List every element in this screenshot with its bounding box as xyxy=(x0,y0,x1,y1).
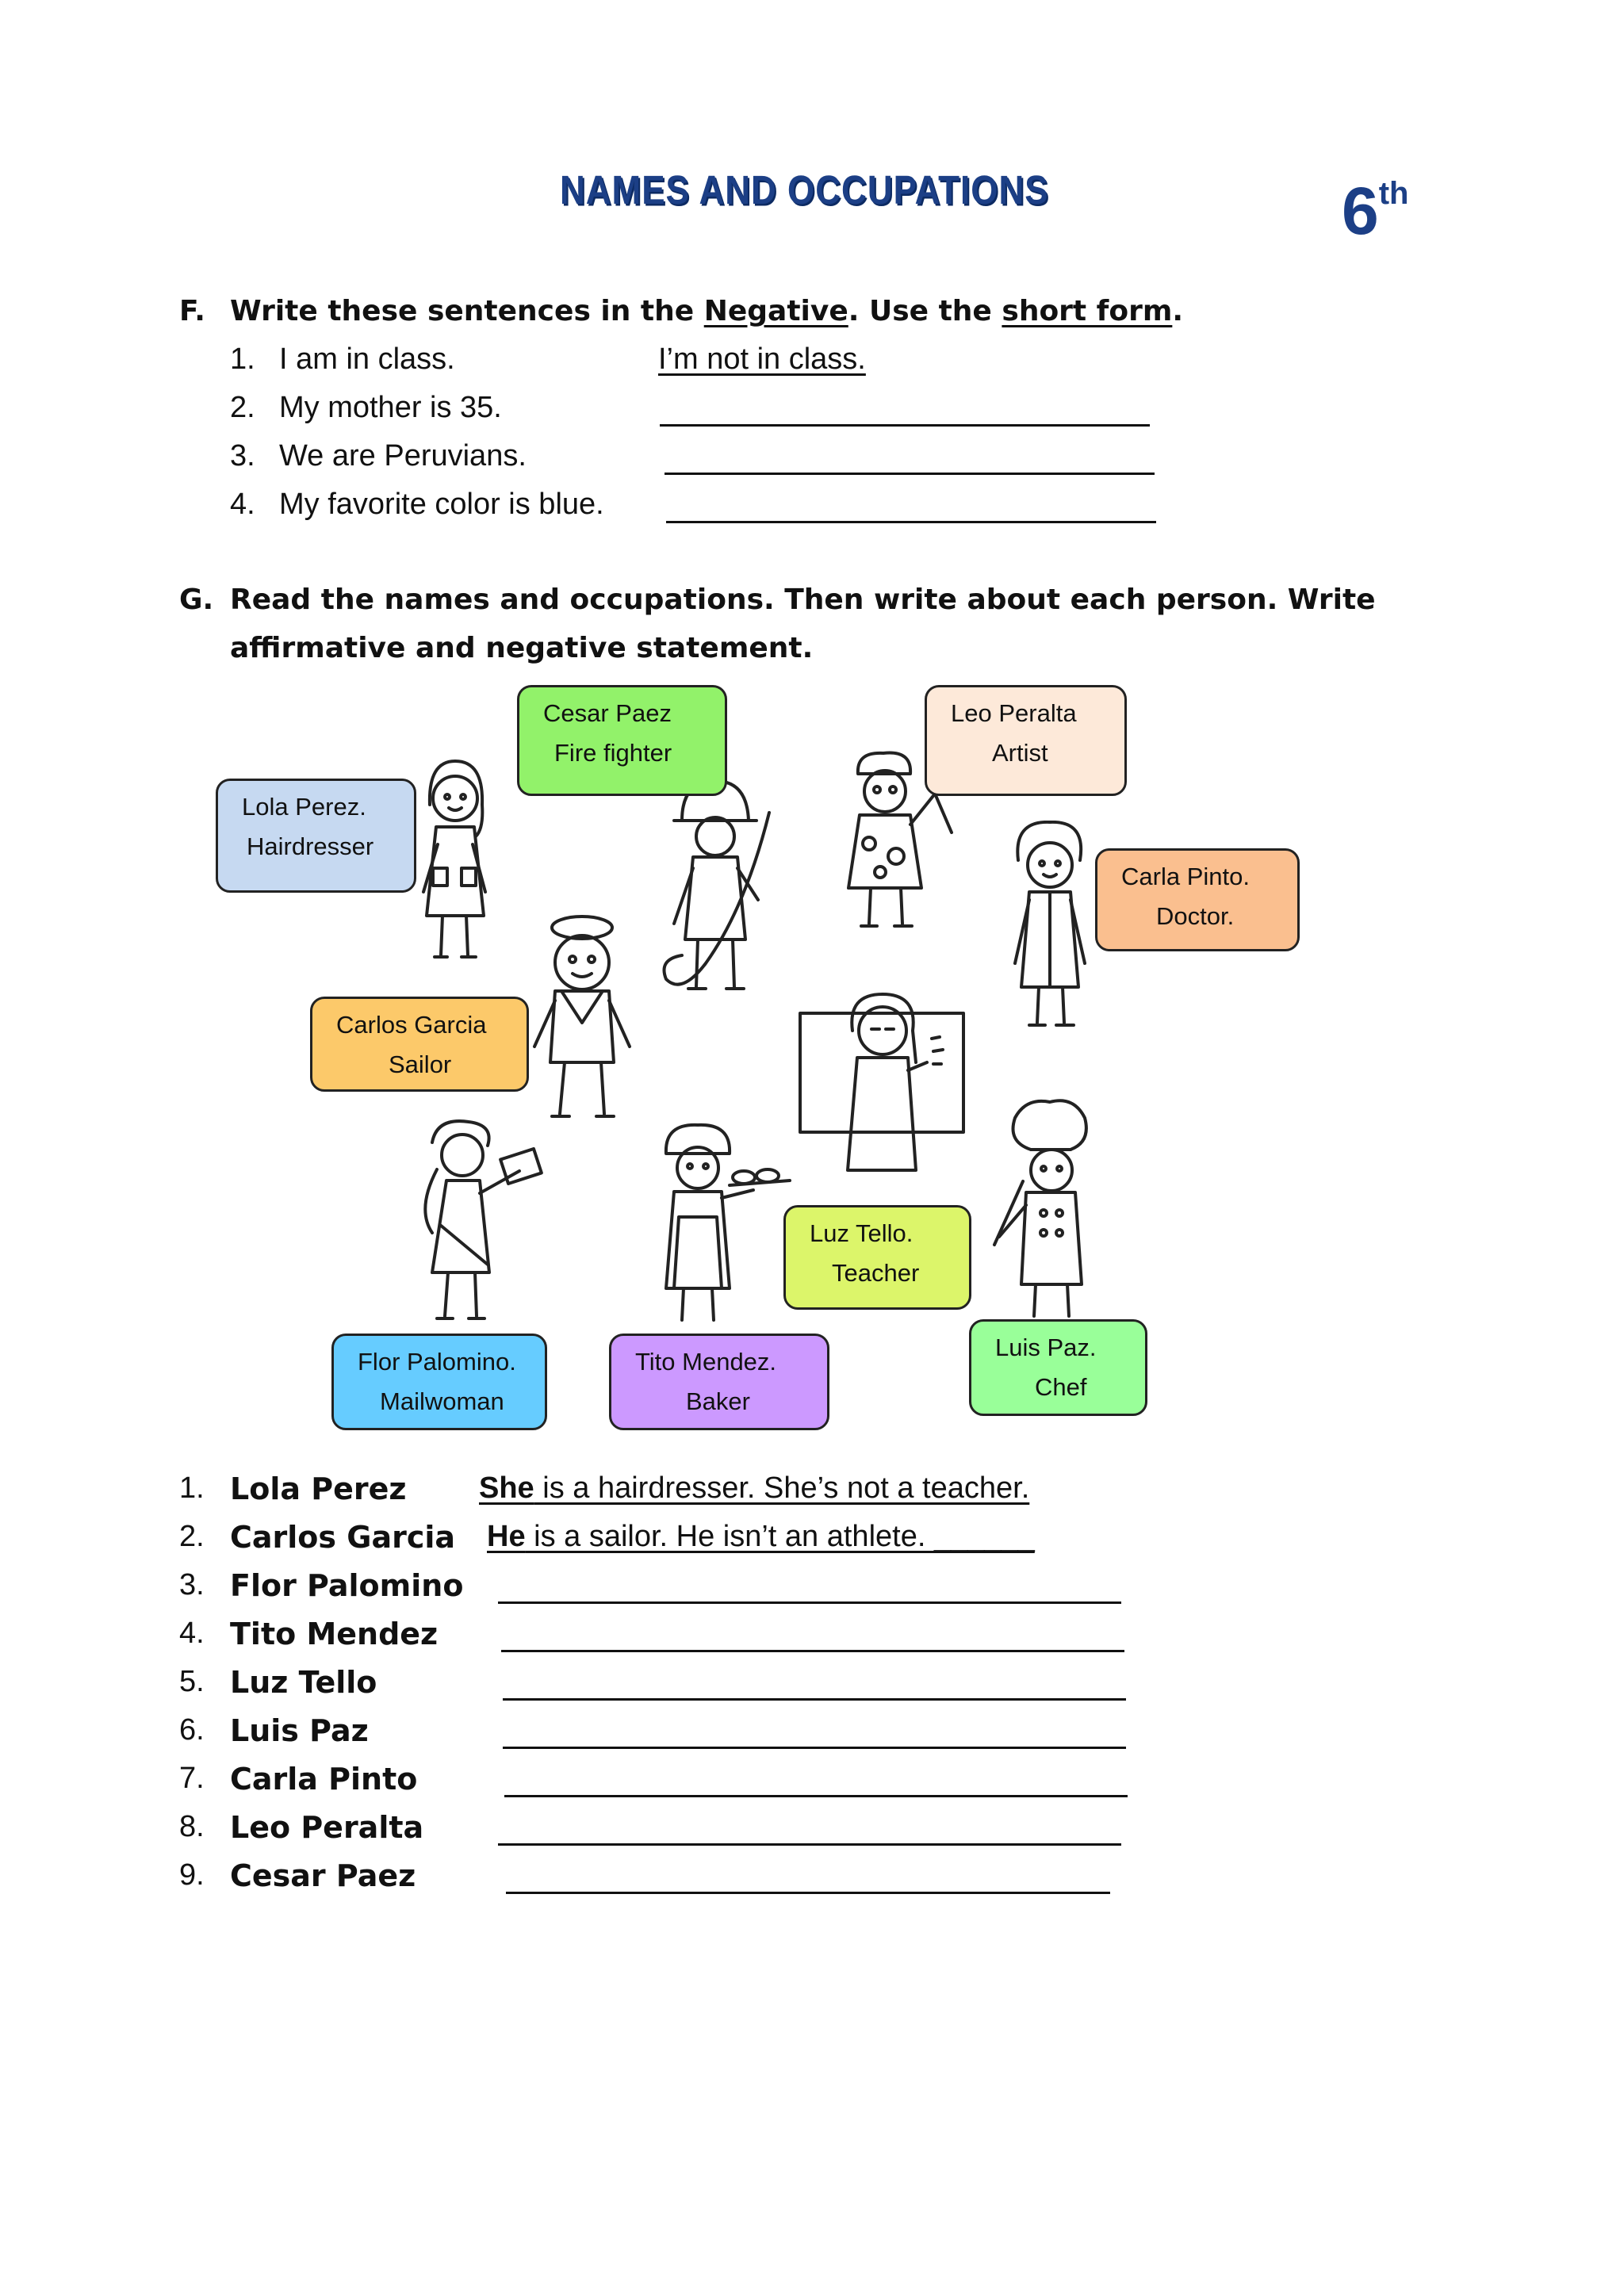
section-g-instruction-line2: affirmative and negative statement. xyxy=(230,632,814,664)
answer-number: 5. xyxy=(179,1665,205,1698)
answer-blank[interactable] xyxy=(498,1843,1121,1846)
answer-number: 2. xyxy=(179,1520,205,1553)
label-tito-mendez: Tito Mendez. Baker xyxy=(609,1334,829,1430)
answer-blank[interactable] xyxy=(665,473,1155,475)
f-item-sentence: My mother is 35. xyxy=(279,391,502,424)
grade-suffix: th xyxy=(1378,176,1409,211)
section-g-instruction-line1: Read the names and occupations. Then write about each person. Write xyxy=(230,584,1376,616)
answer-person-name: Luis Paz xyxy=(230,1713,369,1748)
answer-blank[interactable] xyxy=(503,1747,1126,1749)
firefighter-figure xyxy=(650,781,785,1011)
doctor-figure xyxy=(998,821,1101,1035)
answer-blank[interactable] xyxy=(503,1698,1126,1701)
answer-person-name: Luz Tello xyxy=(230,1665,377,1700)
f-item-sentence: We are Peruvians. xyxy=(279,439,527,473)
answer-statement: She is a hairdresser. She’s not a teacher. xyxy=(479,1471,1030,1505)
f-item-sentence: I am in class. xyxy=(279,342,455,376)
answer-person-name: Lola Perez xyxy=(230,1471,407,1506)
label-carla-pinto: Carla Pinto. Doctor. xyxy=(1095,848,1300,951)
answer-number: 3. xyxy=(179,1568,205,1601)
answer-statement: He is a sailor. He isn’t an athlete. ______ xyxy=(487,1520,1035,1553)
baker-figure xyxy=(650,1122,793,1328)
mailwoman-figure xyxy=(400,1114,543,1328)
f-item-number: 1. xyxy=(230,342,255,376)
section-g-letter: G. xyxy=(179,584,214,616)
answer-person-name: Flor Palomino xyxy=(230,1568,464,1603)
keyword-short-form: short form xyxy=(1002,295,1173,327)
f-item-number: 3. xyxy=(230,439,255,473)
answer-blank[interactable] xyxy=(504,1795,1128,1797)
chef-figure xyxy=(991,1094,1110,1324)
f-item-number: 2. xyxy=(230,391,255,424)
answer-blank[interactable] xyxy=(501,1650,1124,1652)
label-lola-perez: Lola Perez. Hairdresser xyxy=(216,779,416,893)
answer-number: 4. xyxy=(179,1617,205,1650)
label-luz-tello: Luz Tello. Teacher xyxy=(783,1205,971,1310)
grade-label xyxy=(1342,173,1408,250)
answer-person-name: Carlos Garcia xyxy=(230,1520,456,1555)
answer-blank[interactable] xyxy=(498,1601,1121,1604)
label-luis-paz: Luis Paz. Chef xyxy=(969,1319,1147,1416)
answer-number: 7. xyxy=(179,1762,205,1795)
section-f-instruction: Write these sentences in the Negative. Use the short form. xyxy=(230,295,1184,327)
label-carlos-garcia: Carlos Garcia Sailor xyxy=(310,997,529,1092)
answer-number: 6. xyxy=(179,1713,205,1747)
answer-blank[interactable] xyxy=(660,424,1150,427)
worksheet-title: NAMES AND OCCUPATIONS xyxy=(560,168,1049,213)
section-f-letter: F. xyxy=(179,295,205,327)
f-item-sentence: My favorite color is blue. xyxy=(279,488,604,521)
answer-person-name: Leo Peralta xyxy=(230,1810,424,1845)
hairdresser-figure xyxy=(406,757,501,967)
grade-number: 6 xyxy=(1342,174,1379,248)
answer-blank[interactable] xyxy=(506,1892,1110,1894)
sailor-figure xyxy=(523,912,642,1126)
answer-person-name: Cesar Paez xyxy=(230,1858,416,1893)
answer-blank[interactable] xyxy=(666,521,1156,523)
keyword-negative: Negative xyxy=(703,295,848,327)
label-flor-palomino: Flor Palomino. Mailwoman xyxy=(331,1334,547,1430)
answer-person-name: Carla Pinto xyxy=(230,1762,418,1797)
label-leo-peralta: Leo Peralta Artist xyxy=(925,685,1127,796)
answer-number: 1. xyxy=(179,1471,205,1505)
f-item-number: 4. xyxy=(230,488,255,521)
answer-person-name: Tito Mendez xyxy=(230,1617,439,1651)
f-item-answer: I’m not in class. xyxy=(658,342,866,376)
label-cesar-paez: Cesar Paez Fire fighter xyxy=(517,685,727,796)
answer-number: 9. xyxy=(179,1858,205,1892)
teacher-figure xyxy=(797,991,971,1173)
answer-number: 8. xyxy=(179,1810,205,1843)
